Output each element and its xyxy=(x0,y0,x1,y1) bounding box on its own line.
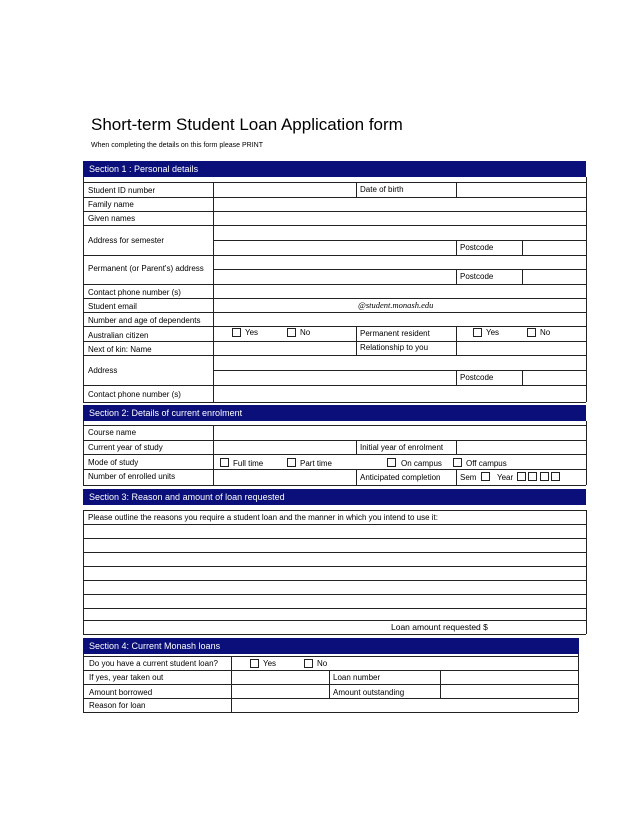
citizen-no-label: No xyxy=(300,328,311,337)
label-family-name: Family name xyxy=(88,200,134,209)
label-year: Year xyxy=(497,473,514,482)
label-student-id: Student ID number xyxy=(88,186,156,195)
reasons-prompt: Please outline the reasons you require a student loan and the manner in which you intend to use it: xyxy=(88,513,439,522)
label-dependents: Number and age of dependents xyxy=(88,316,201,325)
citizen-yes-checkbox[interactable] xyxy=(232,328,241,337)
year-box-3[interactable] xyxy=(540,472,549,481)
year-box-2[interactable] xyxy=(528,472,537,481)
label-given-names: Given names xyxy=(88,214,136,223)
label-kin-address: Address xyxy=(88,366,118,375)
label-contact-phone: Contact phone number (s) xyxy=(88,288,181,297)
email-domain: @student.monash.edu xyxy=(358,300,434,310)
label-relationship: Relationship to you xyxy=(360,343,429,352)
label-year-taken: If yes, year taken out xyxy=(89,673,164,682)
year-box-1[interactable] xyxy=(517,472,526,481)
off-campus-label: Off campus xyxy=(466,459,507,468)
part-time-checkbox[interactable] xyxy=(287,458,296,467)
label-postcode-semester: Postcode xyxy=(460,243,494,252)
loan-amount-label: Loan amount requested $ xyxy=(391,622,488,632)
label-current-year: Current year of study xyxy=(88,443,163,452)
label-australian-citizen: Australian citizen xyxy=(88,331,149,340)
section-4-header: Section 4: Current Monash loans xyxy=(83,638,579,654)
label-postcode-permanent: Postcode xyxy=(460,272,494,281)
label-initial-year: Initial year of enrolment xyxy=(360,443,444,452)
label-postcode-kin: Postcode xyxy=(460,373,494,382)
section-2-header: Section 2: Details of current enrolment xyxy=(83,405,586,421)
citizen-yes-label: Yes xyxy=(245,328,259,337)
resident-no-label: No xyxy=(540,328,551,337)
label-anticipated-completion: Anticipated completion xyxy=(360,473,441,482)
current-loan-yes-label: Yes xyxy=(263,659,277,668)
label-reason-for-loan: Reason for loan xyxy=(89,701,146,710)
sem-box[interactable] xyxy=(481,472,490,481)
form-title: Short-term Student Loan Application form xyxy=(91,115,403,134)
full-time-checkbox[interactable] xyxy=(220,458,229,467)
label-amount-borrowed: Amount borrowed xyxy=(89,688,153,697)
citizen-no-checkbox[interactable] xyxy=(287,328,296,337)
off-campus-checkbox[interactable] xyxy=(453,458,462,467)
label-date-of-birth: Date of birth xyxy=(360,185,404,194)
label-course-name: Course name xyxy=(88,428,137,437)
label-enrolled-units: Number of enrolled units xyxy=(88,472,176,481)
label-student-email: Student email xyxy=(88,302,137,311)
label-kin-contact-phone: Contact phone number (s) xyxy=(88,390,181,399)
label-sem: Sem xyxy=(460,473,477,482)
label-permanent-resident: Permanent resident xyxy=(360,329,430,338)
resident-yes-label: Yes xyxy=(486,328,500,337)
on-campus-label: On campus xyxy=(401,459,442,468)
current-loan-no-label: No xyxy=(317,659,328,668)
section-3-header: Section 3: Reason and amount of loan requested xyxy=(83,489,586,505)
resident-yes-checkbox[interactable] xyxy=(473,328,482,337)
label-permanent-address: Permanent (or Parent's) address xyxy=(88,264,204,273)
current-loan-no-checkbox[interactable] xyxy=(304,659,313,668)
label-loan-number: Loan number xyxy=(333,673,381,682)
form-instructions: When completing the details on this form please PRINT xyxy=(91,142,263,149)
part-time-label: Part time xyxy=(300,459,333,468)
label-current-loan: Do you have a current student loan? xyxy=(89,659,218,668)
label-next-of-kin: Next of kin: Name xyxy=(88,345,152,354)
full-time-label: Full time xyxy=(233,459,264,468)
label-mode-of-study: Mode of study xyxy=(88,458,139,467)
label-address-semester: Address for semester xyxy=(88,236,165,245)
label-amount-outstanding: Amount outstanding xyxy=(333,688,405,697)
year-box-4[interactable] xyxy=(551,472,560,481)
section-1-header: Section 1 : Personal details xyxy=(83,161,586,177)
on-campus-checkbox[interactable] xyxy=(387,458,396,467)
current-loan-yes-checkbox[interactable] xyxy=(250,659,259,668)
resident-no-checkbox[interactable] xyxy=(527,328,536,337)
